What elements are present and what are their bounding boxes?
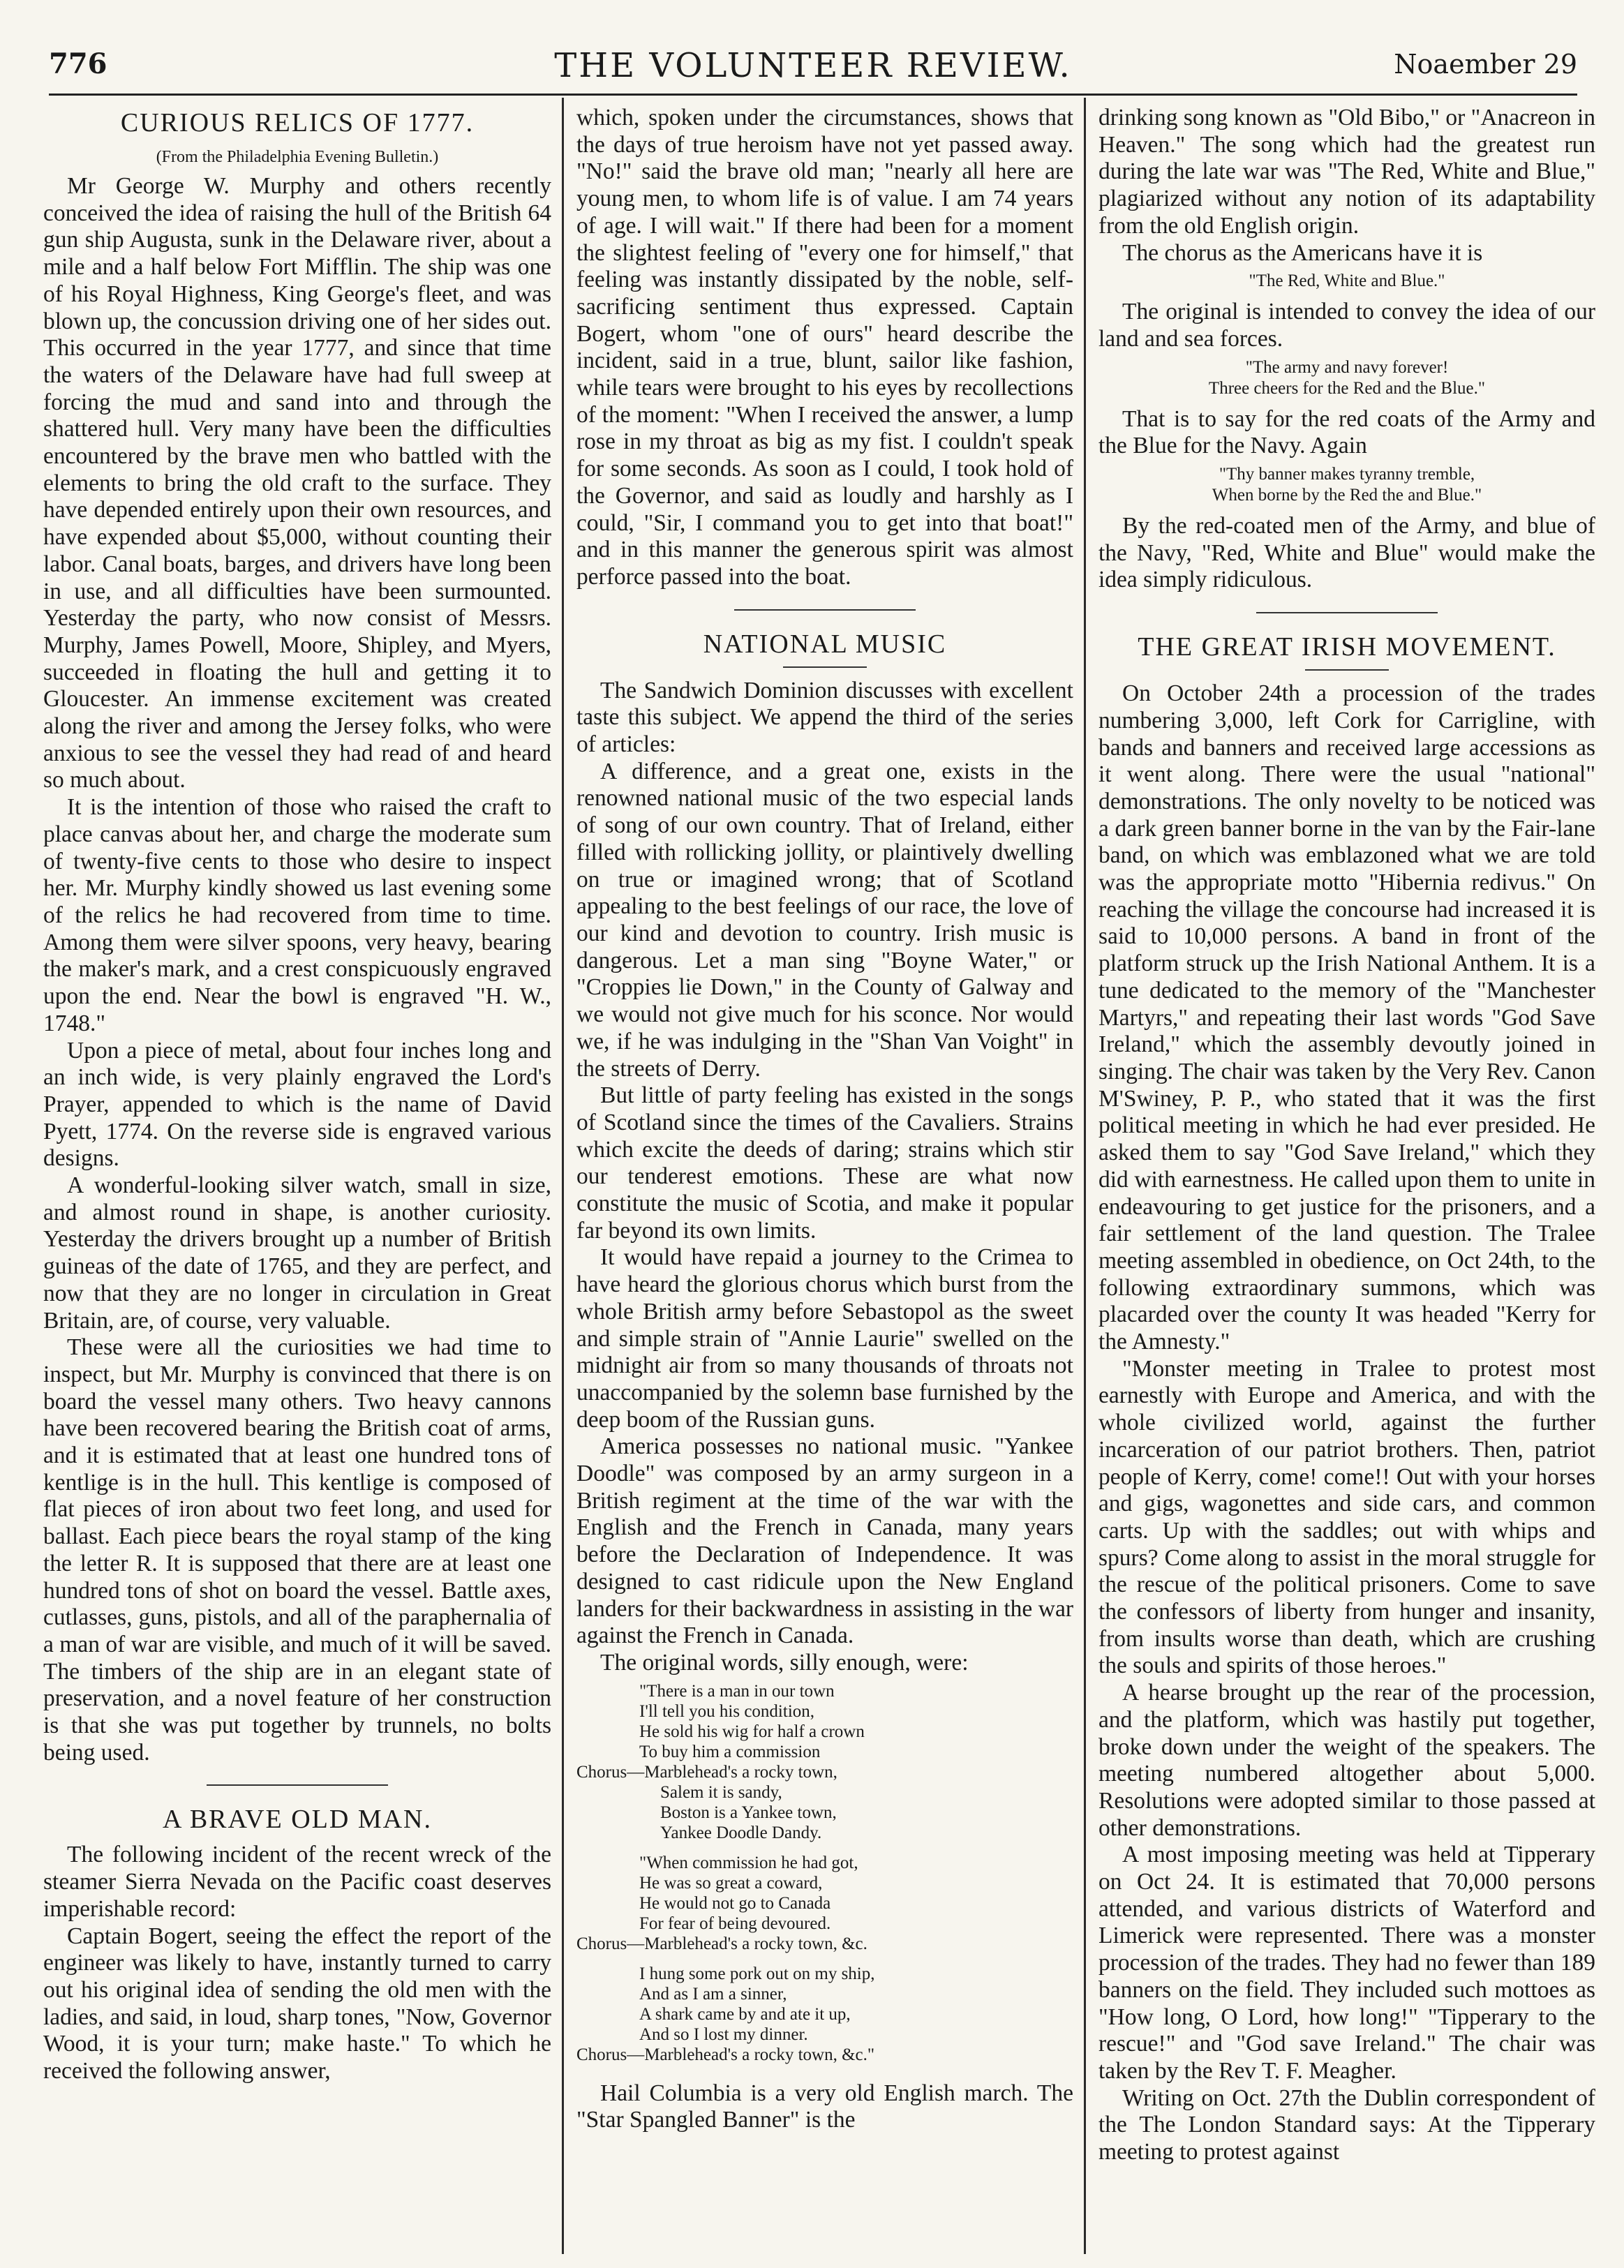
issue-date: Noaember 29 — [1394, 49, 1577, 80]
paragraph: drinking song known as "Old Bibo," or "Anacreon in Heaven." The song which had the greatest run during the late war was "The Red, White and Blue," plagiarized without any notion of its adaptability from the old English origin. — [1098, 105, 1595, 239]
poem-line: Chorus—Marblehead's a rocky town, &c." — [576, 2045, 875, 2064]
journal-title: THE VOLUNTEER REVIEW. — [554, 46, 1072, 85]
paragraph: Mr George W. Murphy and others recently conceived the idea of raising the hull of the British 64 gun ship Augusta, sunk in the Delaware river, about a mile and a half below Fort Mifflin. The ship was one of his Royal Highness, King George's fleet, and was blown up, the concussion driving one of her sides out. This occurred in the year 1777, and since that time the waters of the Delaware have had full sweep at forcing the mud and sand into and through the shattered hull. Very many have been the difficulties encountered by the brave men who battled with the elements to bring the old craft to the surface. They have depended entirely upon their own resources, and have expended about $5,000, without counting their labor. Canal boats, barges, and drivers have long been in use, and all difficulties have been surmounted. Yesterday the party, who now consist of Messrs. Murphy, James Powell, Moore, Shipley, and Myers, succeeded in floating the hull and getting it to Gloucester. An immense excitement was created along the river and among the Jersey folks, who were anxious to see the vessel they had read of and heard so much about. — [43, 173, 551, 793]
paragraph: A difference, and a great one, exists in the renowned national music of the two especial lands of song of our own country. That of Ireland, either filled with rollicking jollity, or plaintively dwelling on true or imagined wrong; that of Scotland appealing to the best feelings of our race, the love of our kind and devotion to country. Irish music is dangerous. Let a man sing "Boyne Water," or "Croppies lie Down," in the County of Galway and we would not give much for his sconce. Nor would we, if he was indulging in the "Shan Van Voight" in the streets of Derry. — [576, 758, 1073, 1082]
poem-line: He sold his wig for half a crown — [639, 1722, 865, 1741]
article-headline: THE GREAT IRISH MOVEMENT. — [1138, 632, 1556, 662]
paragraph: By the red-coated men of the Army, and blue of the Navy, "Red, White and Blue" would make the idea simply ridiculous. — [1098, 513, 1595, 593]
poem-line: Salem it is sandy, — [660, 1782, 782, 1802]
paragraph: Writing on Oct. 27th the Dublin correspondent of the The London Standard says: At the Tipperary meeting to protest against — [1098, 2084, 1595, 2165]
verse-quote: When borne by the Red the and Blue." — [1212, 486, 1482, 505]
poem-line: Boston is a Yankee town, — [660, 1803, 837, 1822]
paragraph: The original words, silly enough, were: — [600, 1649, 969, 1676]
paragraph: It would have repaid a journey to the Crimea to have heard the glorious chorus which burst from the whole British army before Sebastopol as the sweet and simple strain of "Annie Laurie" swelled on the midnight air from so many thousands of throats not unaccompanied by the solemn base furnished by the deep boom of the Russian guns. — [576, 1244, 1073, 1433]
section-divider — [783, 666, 867, 668]
paragraph: A hearse brought up the rear of the procession, and the platform, which was hastily put together, broke down under the weight of the speakers. The meeting numbered altogether about 5,000. Resolutions were adopted similar to those passed at other demonstrations. — [1098, 1680, 1595, 1841]
paragraph: On October 24th a procession of the trades numbering 3,000, left Cork for Carrigline, with bands and banners and received large accessions as it went along. There were the usual "national" demonstrations. The only novelty to be noticed was a dark green banner borne in the van by the Fair-lane band, on which was emblazoned what we are told was the appropriate motto "Hibernia redivus." On reaching the village the concourse had increased it is said to 10,000 persons. A band in front of the platform struck up the Irish National Anthem. It is a tune dedicated to the memory of the "Manchester Martyrs," and repeating their last words "God Save Ireland," which the assembly devoutly joined in singing. The chair was taken by the Very Rev. Canon M'Swiney, P. P., who stated that it was the first political meeting in which he had ever presided. He asked them to say "God Save Ireland," which they did with earnestness. He called upon them to unite in endeavouring to get justice for the prisoners, and a fair settlement of the land question. The Tralee meeting assembled in obedience, on Oct 24th, to the following extraordinary summons, which was placarded over the county It was headed "Kerry for the Amnesty." — [1098, 680, 1595, 1355]
poem-line: I'll tell you his condition, — [639, 1701, 815, 1721]
poem-line: To buy him a commission — [639, 1742, 821, 1761]
section-divider — [1305, 669, 1389, 671]
paragraph: Upon a piece of metal, about four inches long and an inch wide, is very plainly engraved the Lord's Prayer, appended to which is the name of David Pyett, 1774. On the reverse side is engraved various designs. — [43, 1037, 551, 1172]
paragraph: A wonderful-looking silver watch, small in size, and almost round in shape, is another curiosity. Yesterday the drivers brought up a number of British guineas of the date of 1765, and they are perfect, and now that they are no longer in circulation in Great Britain, are, of course, very valuable. — [43, 1172, 551, 1334]
verse-quote: "The army and navy forever! — [1245, 357, 1449, 377]
poem-line: And so I lost my dinner. — [639, 2024, 808, 2044]
poem-line: "When commission he had got, — [639, 1853, 858, 1872]
verse-quote: Three cheers for the Red and the Blue." — [1208, 378, 1486, 398]
verse-quote: "Thy banner makes tyranny tremble, — [1219, 465, 1475, 484]
poem-line: For fear of being devoured. — [639, 1913, 831, 1933]
paragraph: That is to say for the red coats of the Army and the Blue for the Navy. Again — [1098, 405, 1595, 459]
paragraph: which, spoken under the circumstances, shows that the days of true heroism have not yet passed away. "No!" said the brave old man; "nearly all here are young men, to whom life is of value. I am 74 years of age. I will wait." If there had been for a moment the slightest feeling of "every one for himself," that feeling was instantly dissipated by the noble, self-sacrificing sentiment thus expressed. Captain Bogert, whom "one of ours" heard describe the incident, said in a true, blunt, sailor like fashion, while tears were brought to his eyes by recollections of the moment: "When I received the answer, a lump rose in my throat as big as my fist. I couldn't speak for some seconds. As soon as I could, I took hold of the Governor, and said as loudly and harshly as I could, "Sir, I command you to get into that boat!" and in this manner the generous spirit was almost perforce passed into the boat. — [576, 105, 1073, 590]
paragraph: These were all the curiosities we had time to inspect, but Mr. Murphy is convinced that there is on board the vessel many others. Two heavy cannons have been recovered bearing the British coat of arms, and it is estimated that at least one hundred tons of kentlige is in the hull. This kentlige is composed of flat pieces of iron about two feet long, and used for ballast. Each piece bears the royal stamp of the king the letter R. It is supposed that there are at least one hundred tons of shot on board the vessel. Battle axes, cutlasses, guns, pistols, and all of the paraphernalia of a man of war are visible, and much of it will be saved. The timbers of the ship are in an elegant state of preservation, and a novel feature of her construction is that she was put together by trunnels, no bolts being used. — [43, 1334, 551, 1766]
paragraph: The Sandwich Dominion discusses with excellent taste this subject. We append the third of the series of articles: — [576, 677, 1073, 758]
section-divider — [1256, 612, 1438, 613]
article-headline: NATIONAL MUSIC — [703, 629, 947, 659]
poem — [576, 1681, 1073, 2065]
poem-line: A shark came by and ate it up, — [639, 2004, 851, 2024]
article-headline: CURIOUS RELICS OF 1777. — [120, 108, 475, 137]
paragraph: America possesses no national music. "Yankee Doodle" was composed by an army surgeon in a British regiment at the time of the war with the English and the French in Canada, many years before the Declaration of Independence. It was designed to cast ridicule upon the New England landers for their backwardness in assisting in the war against the French in Canada. — [576, 1433, 1073, 1649]
column-3 — [1098, 105, 1595, 2254]
section-divider — [207, 1784, 388, 1786]
paragraph: The original is intended to convey the idea of our land and sea forces. — [1098, 299, 1595, 352]
paragraph: The following incident of the recent wreck of the steamer Sierra Nevada on the Pacific coast deserves imperishable record: — [43, 1842, 551, 1922]
column-rule — [1084, 98, 1086, 2254]
paragraph: The chorus as the Americans have it is — [1122, 239, 1483, 266]
paragraph: "Monster meeting in Tralee to protest most earnestly with Europe and America, and with the whole civilized world, against the further incarceration of our patriot brothers. Then, patriot people of Kerry, come! come!! Out with your horses and gigs, wagonettes and side cars, and common carts. Up with the saddles; out with whips and spurs? Come along to assist in the moral struggle for the rescue of the political prisoners. Come to save the confessors of liberty from hunger and insanity, from insults worse than death, which are crushing the souls and spirits of those heroes." — [1098, 1355, 1595, 1679]
paragraph: But little of party feeling has existed in the songs of Scotland since the times of the Cavaliers. Strains which excite the deeds of daring; strains which stir our tenderest emotions. These are what now constitute the music of Scotia, and make it popular far beyond its own limits. — [576, 1082, 1073, 1244]
paragraph: Hail Columbia is a very old English march. The "Star Spangled Banner" is the — [576, 2080, 1073, 2133]
article-headline: A BRAVE OLD MAN. — [162, 1805, 432, 1835]
poem-line: Chorus—Marblehead's a rocky town, — [576, 1762, 837, 1782]
poem-line: And as I am a sinner, — [639, 1984, 787, 2004]
paragraph: A most imposing meeting was held at Tipperary on Oct 24. It is estimated that 70,000 persons attended, and various districts of Waterford and Limerick were represented. There was a monster procession of the trades. They had no fewer than 189 banners on the field. They included such mottoes as "How long, O Lord, how long!" "Tipperary to the rescue!" and "God save Ireland." The chair was taken by the Rev T. F. Meagher. — [1098, 1842, 1595, 2084]
poem-line: Yankee Doodle Dandy. — [660, 1823, 822, 1842]
column-rule — [562, 98, 564, 2254]
poem-line: He would not go to Canada — [639, 1893, 831, 1913]
column-2 — [576, 105, 1073, 2254]
paragraph: It is the intention of those who raised the craft to place canvas about her, and charge the moderate sum of twenty-five cents to those who desire to inspect her. Mr. Murphy kindly showed us last evening some of the relics he had recovered from time to time. Among them were silver spoons, very heavy, bearing the maker's mark, and a crest conspicuously engraved upon the end. Near the bowl is engraved "H. W., 1748." — [43, 794, 551, 1036]
page-header — [49, 43, 1577, 96]
poem-line: Chorus—Marblehead's a rocky town, &c. — [576, 1934, 867, 1953]
poem-line: "There is a man in our town — [639, 1681, 835, 1701]
column-1 — [43, 105, 551, 2254]
article-source: (From the Philadelphia Evening Bulletin.) — [156, 148, 439, 166]
poem-line: He was so great a coward, — [639, 1873, 823, 1893]
verse-quote: "The Red, White and Blue." — [1249, 271, 1445, 291]
section-divider — [734, 609, 916, 611]
page-number: 776 — [49, 47, 107, 80]
paragraph: Captain Bogert, seeing the effect the report of the engineer was likely to have, instantly turned to carry out his original idea of sending the old men with the ladies, and said, in loud, sharp tones, "Now, Governor Wood, it is your turn; make haste." To which he received the following answer, — [43, 1923, 551, 2084]
poem-line: I hung some pork out on my ship, — [639, 1964, 875, 1983]
